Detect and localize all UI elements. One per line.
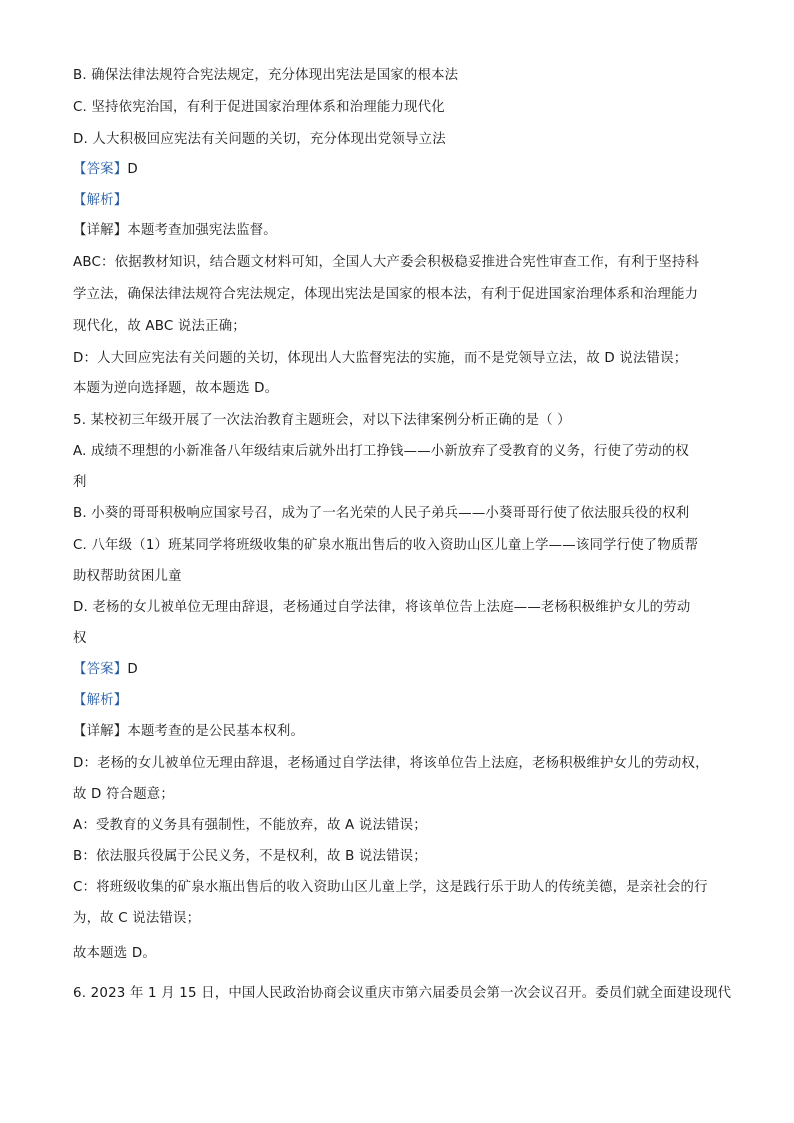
q4-detail [73,221,734,241]
q4-explain-abc-line-2: 学立法，确保法律法规符合宪法规定，体现出宪法是国家的根本法，有利于促进国家治理体系和治理能力 [73,287,699,302]
q4-conclusion: 本题为逆向选择题，故本题选 D。 [73,381,279,396]
q5-option-b: B. 小葵的哥哥积极响应国家号召，成为了一名光荣的人民子弟兵——小葵哥哥行使了依法服兵役的权利 [73,506,690,521]
q4-answer [73,160,734,180]
q5-option-a-line-1: A. 成绩不理想的小新准备八年级结束后就外出打工挣钱——小新放弃了受教育的义务，行使了劳动的权 [73,444,690,459]
q4-option-d: D. 人大积极回应宪法有关问题的关切，充分体现出党领导立法 [73,132,446,147]
q4-option-c: C. 坚持依宪治国，有利于促进国家治理体系和治理能力现代化 [73,100,445,115]
q5-answer [73,660,734,680]
q5-explain-c-line-2: 为，故 C 说法错误； [73,911,201,926]
q5-answer-value: D [127,662,138,677]
q5-explain-a: A：受教育的义务具有强制性，不能放弃，故 A 说法错误； [73,818,427,833]
q6-stem: 6. 2023 年 1 月 15 日，中国人民政治协商会议重庆市第六届委员会第一次会议召开。委员们就全面建设现代 [73,986,732,1001]
q4-option-b: B. 确保法律法规符合宪法规定，充分体现出宪法是国家的根本法 [73,68,459,83]
q4-analysis-label: 【解析】 [73,193,128,208]
q4-detail-label: 【详解】 [73,223,128,238]
q5-explain-d-line-2: 故 D 符合题意； [73,787,174,802]
q5-detail-intro: 本题考查的是公民基本权利。 [127,724,305,739]
q5-option-d-line-2: 权 [73,631,87,646]
q4-detail-intro: 本题考查加强宪法监督。 [127,223,277,238]
q5-explain-d-line-1: D：老杨的女儿被单位无理由辞退，老杨通过自学法律，将该单位告上法庭，老杨积极维护女儿的劳动权， [73,756,709,771]
q4-answer-label: 【答案】 [73,162,128,177]
q5-explain-b: B：依法服兵役属于公民义务，不是权利，故 B 说法错误； [73,849,427,864]
q5-option-d-line-1: D. 老杨的女儿被单位无理由辞退，老杨通过自学法律，将该单位告上法庭——老杨积极维护女儿的劳动 [73,600,691,615]
q5-explain-c-line-1: C：将班级收集的矿泉水瓶出售后的收入资助山区儿童上学，这是践行乐于助人的传统美德，是亲社会的行 [73,880,708,895]
q5-detail-label: 【详解】 [73,724,128,739]
q5-answer-label: 【答案】 [73,662,128,677]
q4-answer-value: D [127,162,138,177]
q5-option-a-line-2: 利 [73,475,87,490]
q5-option-c-line-1: C. 八年级（1）班某同学将班级收集的矿泉水瓶出售后的收入资助山区儿童上学——该同学行使了物质帮 [73,538,699,553]
q4-explain-d: D：人大回应宪法有关问题的关切，体现出人大监督宪法的实施，而不是党领导立法，故 D 说法错误； [73,351,688,366]
q5-detail [73,722,734,742]
q5-stem: 5. 某校初三年级开展了一次法治教育主题班会，对以下法律案例分析正确的是（ ） [73,413,571,428]
q5-option-c-line-2: 助权帮助贫困儿童 [73,569,182,584]
q4-explain-abc-line-1: ABC：依据教材知识，结合题文材料可知，全国人大产委会积极稳妥推进合宪性审查工作，有利于坚持科 [73,255,700,270]
q5-conclusion: 故本题选 D。 [73,946,156,961]
q5-analysis-label: 【解析】 [73,693,128,708]
q4-explain-abc-line-3: 现代化，故 ABC 说法正确； [73,319,246,334]
